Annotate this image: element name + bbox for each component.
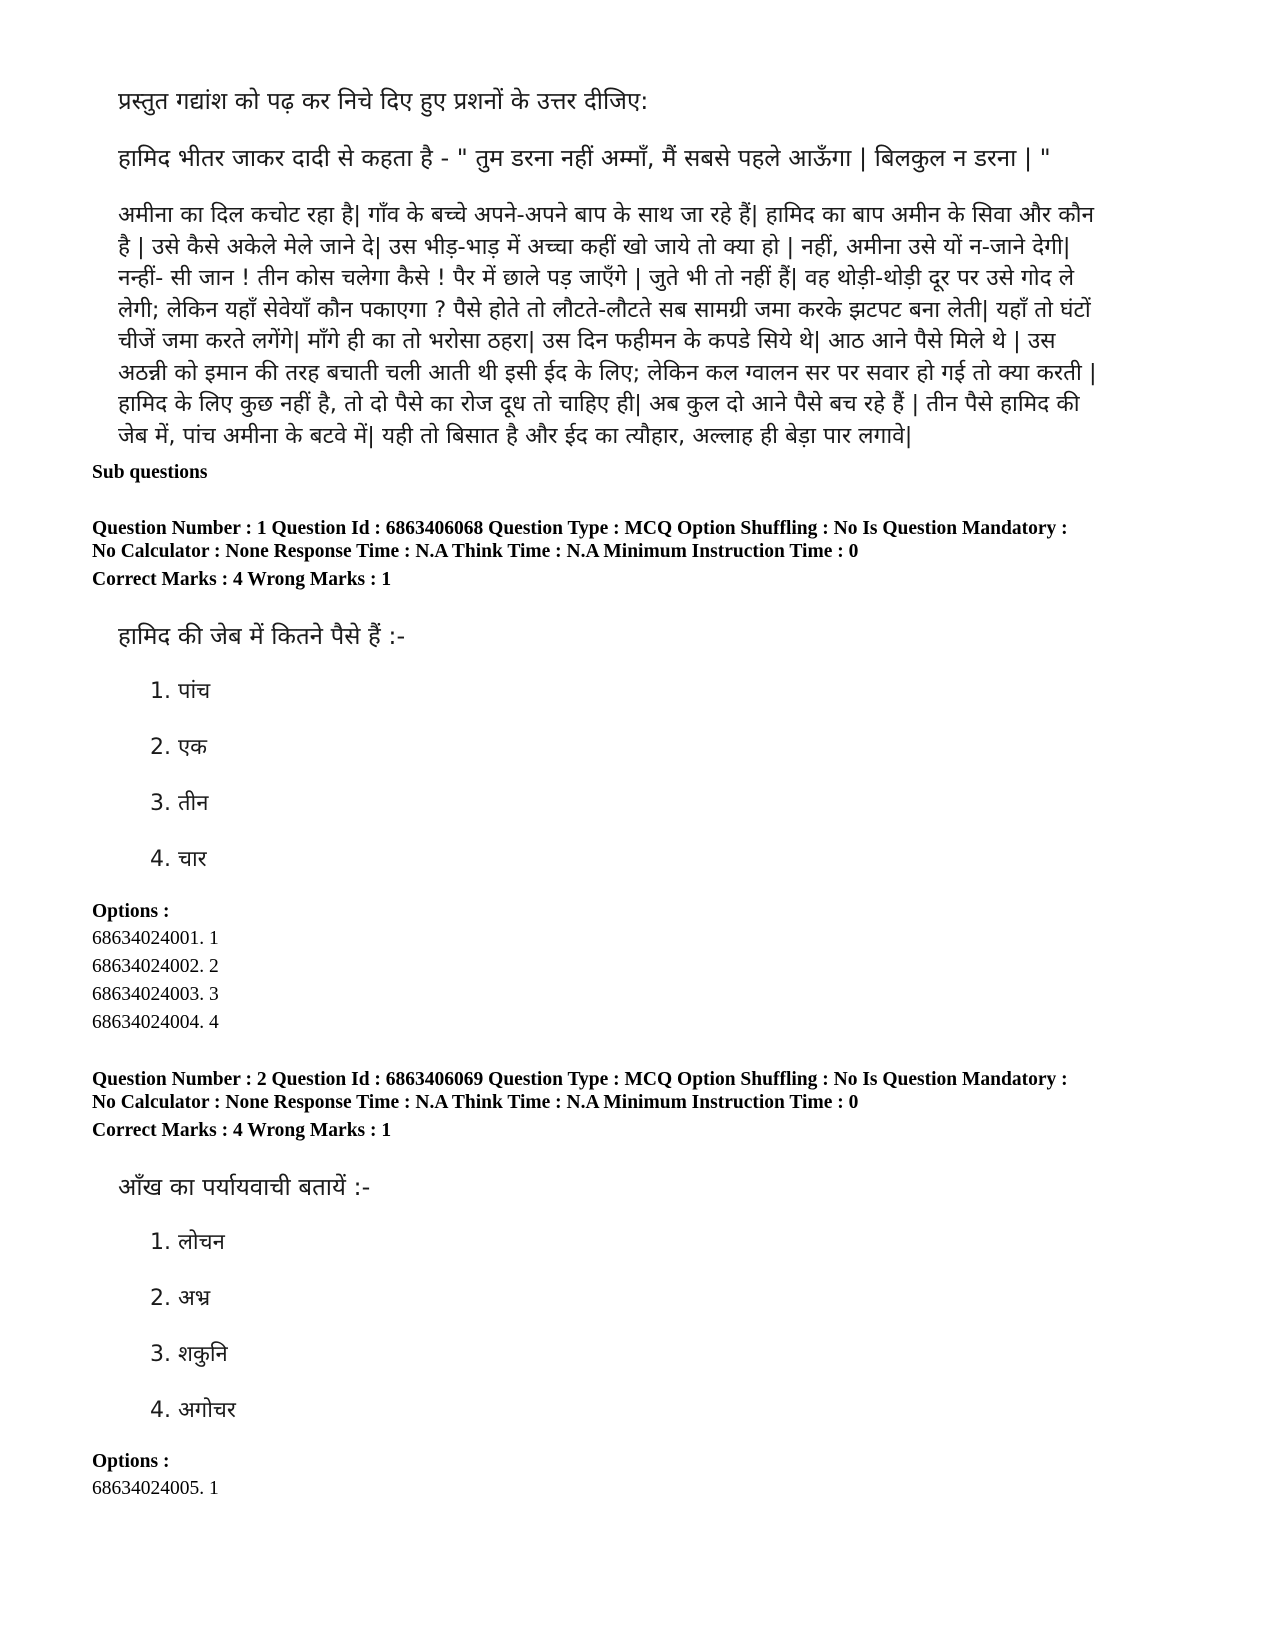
choice-label: पांच [178, 679, 211, 704]
choice-label: अभ्र [178, 1286, 211, 1311]
passage-quote: हामिद भीतर जाकर दादी से कहता है - " तुम डरना नहीं अम्माँ, मैं सबसे पहले आऊँगा | बिलकुल न डरना | " [118, 144, 1051, 172]
passage-line: अमीना का दिल कचोट रहा है| गाँव के बच्चे अपने-अपने बाप के साथ जा रहे हैं| हामिद का बाप अमीन के सिवा और कौन [118, 202, 1094, 228]
question-marks: Correct Marks : 4 Wrong Marks : 1 [92, 1120, 392, 1141]
passage-line: नन्हीं- सी जान ! तीन कोस चलेगा कैसे ! पैर में छाले पड़ जाएँगे | जुते भी तो नहीं हैं| वह थोड़ी-थोड़ी दूर पर उसे गोद ले [118, 265, 1075, 291]
choice-number: 4. [150, 847, 171, 872]
choice-number: 2. [150, 1286, 171, 1311]
passage-line: चीजें जमा करते लगेंगे| माँगे ही का तो भरोसा ठहरा| उस दिन फहीमन के कपडे सिये थे| आठ आने पैसे मिले थे | उस [118, 328, 1056, 354]
passage-body [118, 200, 1188, 452]
question-meta-line: No Calculator : None Response Time : N.A Think Time : N.A Minimum Instruction Time : 0 [92, 541, 859, 562]
choice-label: तीन [178, 791, 209, 816]
question-meta-line: Question Number : 1 Question Id : 6863406068 Question Type : MCQ Option Shuffling : No Is Question Mandatory : [92, 518, 1068, 539]
answer-choice [150, 1397, 236, 1425]
option-id: 68634024004. 4 [92, 1012, 219, 1033]
choice-label: अगोचर [178, 1398, 236, 1423]
choice-label: एक [178, 735, 208, 760]
answer-choice [150, 1341, 228, 1369]
question-text: आँख का पर्यायवाची बतायें :- [118, 1173, 371, 1201]
passage-line: लेगी; लेकिन यहाँ सेवेयाँ कौन पकाएगा ? पैसे होते तो लौटते-लौटते सब सामग्री जमा करके झटपट बना लेती| यहाँ तो घंटों [118, 296, 1091, 323]
passage-line: हामिद के लिए कुछ नहीं है, तो दो पैसे का रोज दूध तो चाहिए ही| अब कुल दो आने पैसे बच रहे हैं | तीन पैसे हामिद की [118, 391, 1080, 417]
passage-line: अठन्नी को इमान की तरह बचाती चली आती थी इसी ईद के लिए; लेकिन कल ग्वालन सर पर सवार हो गई तो क्या करती | [118, 359, 1097, 386]
question-meta-line: No Calculator : None Response Time : N.A Think Time : N.A Minimum Instruction Time : 0 [92, 1092, 859, 1113]
choice-label: चार [178, 847, 207, 872]
passage-line: जेब में, पांच अमीना के बटवे में| यही तो बिसात है और ईद का त्यौहार, अल्लाह ही बेड़ा पार लगावे| [118, 422, 913, 449]
option-id: 68634024001. 1 [92, 928, 219, 949]
choice-number: 1. [150, 1230, 171, 1255]
choice-label: लोचन [178, 1230, 225, 1255]
options-label: Options : [92, 901, 170, 922]
choice-number: 4. [150, 1398, 171, 1423]
option-id: 68634024002. 2 [92, 956, 219, 977]
answer-choice [150, 790, 208, 818]
choice-number: 2. [150, 735, 171, 760]
answer-choice [150, 1229, 225, 1257]
answer-choice [150, 846, 207, 874]
choice-label: शकुनि [178, 1342, 228, 1367]
choice-number: 3. [150, 791, 171, 816]
choice-number: 1. [150, 679, 171, 704]
choice-number: 3. [150, 1342, 171, 1367]
answer-choice [150, 678, 210, 706]
option-id: 68634024005. 1 [92, 1478, 219, 1499]
question-meta-line: Question Number : 2 Question Id : 6863406069 Question Type : MCQ Option Shuffling : No Is Question Mandatory : [92, 1069, 1068, 1090]
sub-questions-heading: Sub questions [92, 462, 208, 483]
options-label: Options : [92, 1451, 170, 1472]
question-text: हामिद की जेब में कितने पैसे हैं :- [118, 622, 406, 650]
answer-choice [150, 1285, 210, 1313]
answer-choice [150, 734, 207, 762]
passage-instruction: प्रस्तुत गद्यांश को पढ़ कर निचे दिए हुए प्रशनों के उत्तर दीजिए: [118, 87, 649, 115]
option-id: 68634024003. 3 [92, 984, 219, 1005]
question-marks: Correct Marks : 4 Wrong Marks : 1 [92, 569, 392, 590]
passage-line: है | उसे कैसे अकेले मेले जाने दे| उस भीड़-भाड़ में अच्चा कहीं खो जाये तो क्या हो | नहीं, अमीना उसे यों न-जाने देगी| [118, 233, 1071, 260]
